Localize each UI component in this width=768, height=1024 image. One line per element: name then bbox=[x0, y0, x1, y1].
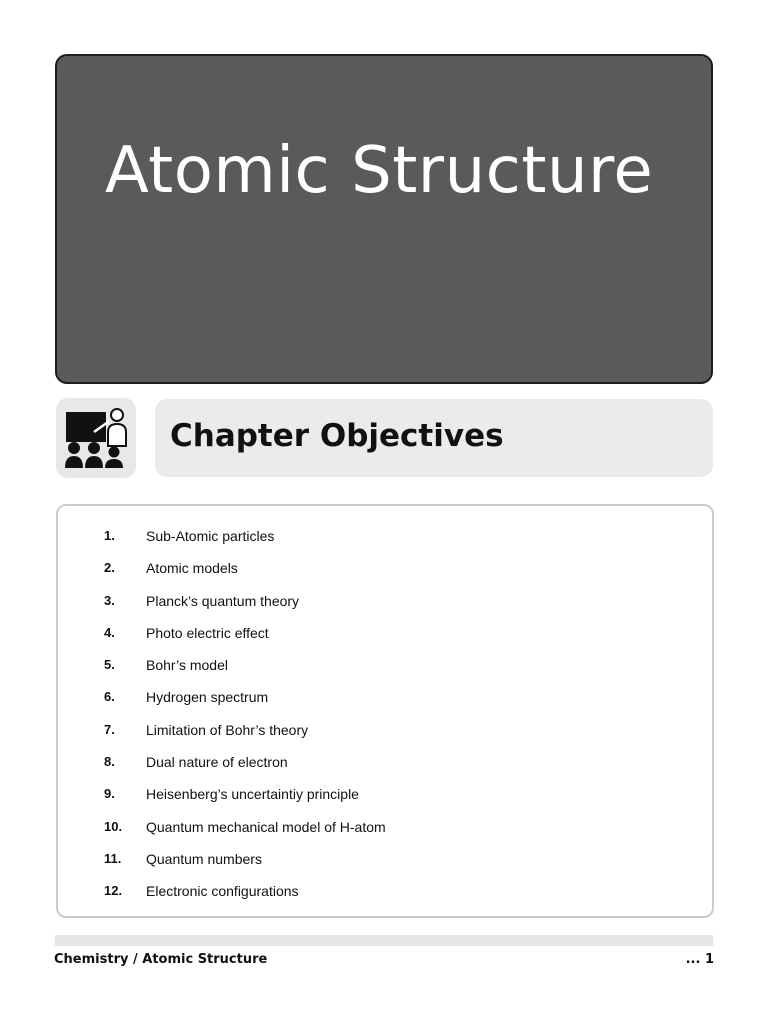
item-label: Heisenberg’s uncertaintiy principle bbox=[146, 786, 359, 803]
list-item bbox=[58, 883, 712, 915]
item-label: Electronic configurations bbox=[146, 883, 299, 900]
item-label: Photo electric effect bbox=[146, 624, 269, 641]
item-label: Quantum numbers bbox=[146, 850, 262, 867]
item-number: 12. bbox=[104, 883, 123, 899]
chapter-title-banner bbox=[55, 54, 713, 384]
list-item bbox=[58, 754, 712, 786]
page-number: ... 1 bbox=[685, 952, 714, 967]
list-item bbox=[58, 593, 712, 625]
item-number: 8. bbox=[104, 754, 115, 770]
item-number: 11. bbox=[104, 850, 122, 866]
item-number: 2. bbox=[104, 560, 115, 576]
item-label: Hydrogen spectrum bbox=[146, 689, 269, 706]
item-number: 5. bbox=[104, 657, 115, 673]
footer-running-title: Chemistry / Atomic Structure bbox=[54, 952, 268, 967]
item-label: Planck’s quantum theory bbox=[146, 592, 300, 609]
item-number: 6. bbox=[104, 689, 115, 705]
item-label: Sub-Atomic particles bbox=[146, 528, 275, 544]
footer-divider-bar bbox=[55, 935, 713, 946]
list-item bbox=[58, 560, 712, 592]
item-label: Quantum mechanical model of H-atom bbox=[146, 818, 386, 835]
item-number: 4. bbox=[104, 624, 115, 640]
item-number: 3. bbox=[104, 592, 115, 608]
objectives-heading: Chapter Objectives bbox=[170, 418, 504, 454]
list-item bbox=[58, 722, 712, 754]
list-item bbox=[58, 657, 712, 689]
item-number: 9. bbox=[104, 786, 115, 802]
item-number: 10. bbox=[104, 818, 123, 834]
objectives-header bbox=[155, 399, 713, 477]
item-number: 7. bbox=[104, 721, 115, 737]
objectives-list-box bbox=[56, 504, 714, 918]
list-item bbox=[58, 851, 712, 883]
list-item bbox=[58, 528, 712, 560]
item-label: Dual nature of electron bbox=[146, 754, 288, 771]
classroom-teacher-icon bbox=[64, 406, 128, 470]
objectives-icon-box bbox=[56, 398, 136, 478]
item-label: Bohr’s model bbox=[146, 657, 228, 674]
objectives-list bbox=[58, 528, 712, 916]
chapter-title: Atomic Structure bbox=[105, 134, 654, 208]
list-item bbox=[58, 689, 712, 721]
list-item bbox=[58, 786, 712, 818]
item-label: Limitation of Bohr’s theory bbox=[146, 721, 309, 738]
item-label: Atomic models bbox=[146, 560, 238, 577]
list-item bbox=[58, 625, 712, 657]
item-number: 1. bbox=[104, 528, 115, 543]
list-item bbox=[58, 819, 712, 851]
